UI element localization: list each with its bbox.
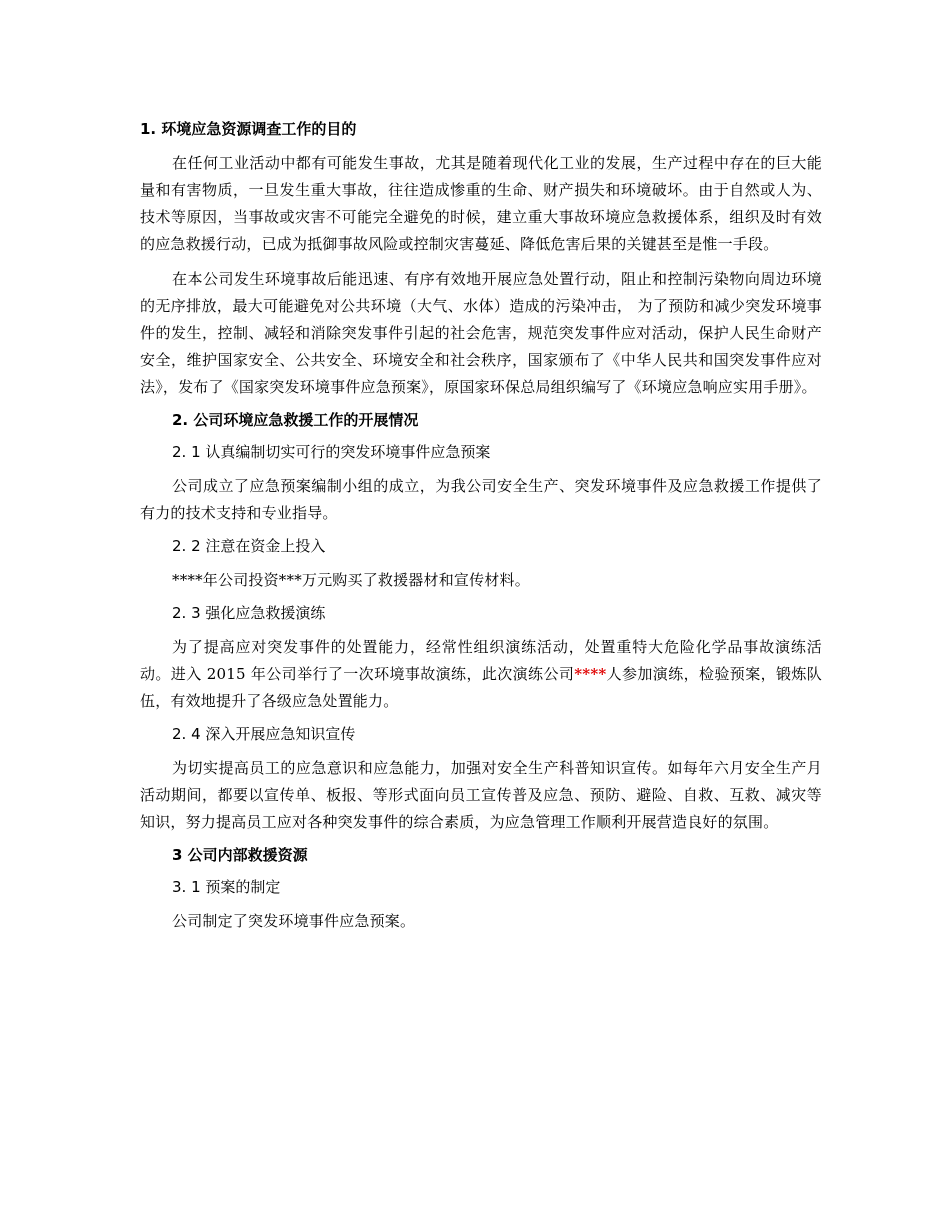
paragraph-3: 公司成立了应急预案编制小组的成立，为我公司安全生产、突发环境事件及应急救援工作提供了有力的技术支持和专业指导。	[140, 477, 822, 522]
paragraph-1: 在任何工业活动中都有可能发生事故，尤其是随着现代化工业的发展，生产过程中存在的巨大能量和有害物质，一旦发生重大事故，往往造成惨重的生命、财产损失和环境破坏。由于自然或人为、技术等原因，当事故或灾害不可能完全避免的时候，建立重大事故环境应急救援体系，组织及时有效的应急救援行动，已成为抵御事故风险或控制灾害蔓延、降低危害后果的关键甚至是惟一手段。	[140, 154, 822, 253]
paragraph-6: 为切实提高员工的应急意识和应急能力，加强对安全生产科普知识宣传。如每年六月安全生产月活动期间，都要以宣传单、板报、等形式面向员工宣传普及应急、预防、避险、自救、互救、减灾等知识，努力提高员工应对各种突发事件的综合素质，为应急管理工作顺利开展营造良好的氛围。	[140, 759, 822, 831]
heading-section-3: 3 公司内部救援资源	[172, 846, 308, 864]
heading-section-2-4: 2. 4 深入开展应急知识宣传	[172, 725, 356, 743]
heading-section-1: 1. 环境应急资源调查工作的目的	[140, 120, 357, 138]
heading-section-2-2: 2. 2 注意在资金上投入	[172, 537, 326, 555]
paragraph-2: 在本公司发生环境事故后能迅速、有序有效地开展应急处置行动，阻止和控制污染物向周边环境的无序排放，最大可能避免对公共环境（大气、水体）造成的污染冲击， 为了预防和减少突发环境事件的发生，控制、减轻和消除突发事件引起的社会危害，规范突发事件应对活动，保护人民生命财产安全，维护国家安全、公共安全、环境安全和社会秩序，国家颁布了《中华人民共和国突发事件应对法》，发布了《国家突发环境事件应急预案》，原国家环保总局组织编写了《环境应急响应实用手册》。	[140, 270, 822, 396]
paragraph-5	[140, 634, 822, 715]
paragraph-7: 公司制定了突发环境事件应急预案。	[172, 912, 416, 930]
highlighted-participant-count: ****	[574, 665, 607, 683]
heading-section-2-3: 2. 3 强化应急救援演练	[172, 604, 326, 622]
heading-section-3-1: 3. 1 预案的制定	[172, 878, 281, 896]
paragraph-4: ****年公司投资***万元购买了救援器材和宣传材料。	[172, 571, 530, 589]
heading-section-2: 2. 公司环境应急救援工作的开展情况	[172, 411, 419, 429]
heading-section-2-1: 2. 1 认真编制切实可行的突发环境事件应急预案	[172, 443, 491, 461]
paragraph-5-part-a: 为了提高应对突发事件的处置能力，经常性组织演练活动，处置重特大危险化学品事故演练活动。进入 2015 年公司举行了一次环境事故演练，此次演练公司	[140, 638, 822, 683]
paragraph-5-part-b: 人参加演练，检验预案，锻炼队伍，有效地提升了各级应急处置能力。	[140, 665, 822, 710]
